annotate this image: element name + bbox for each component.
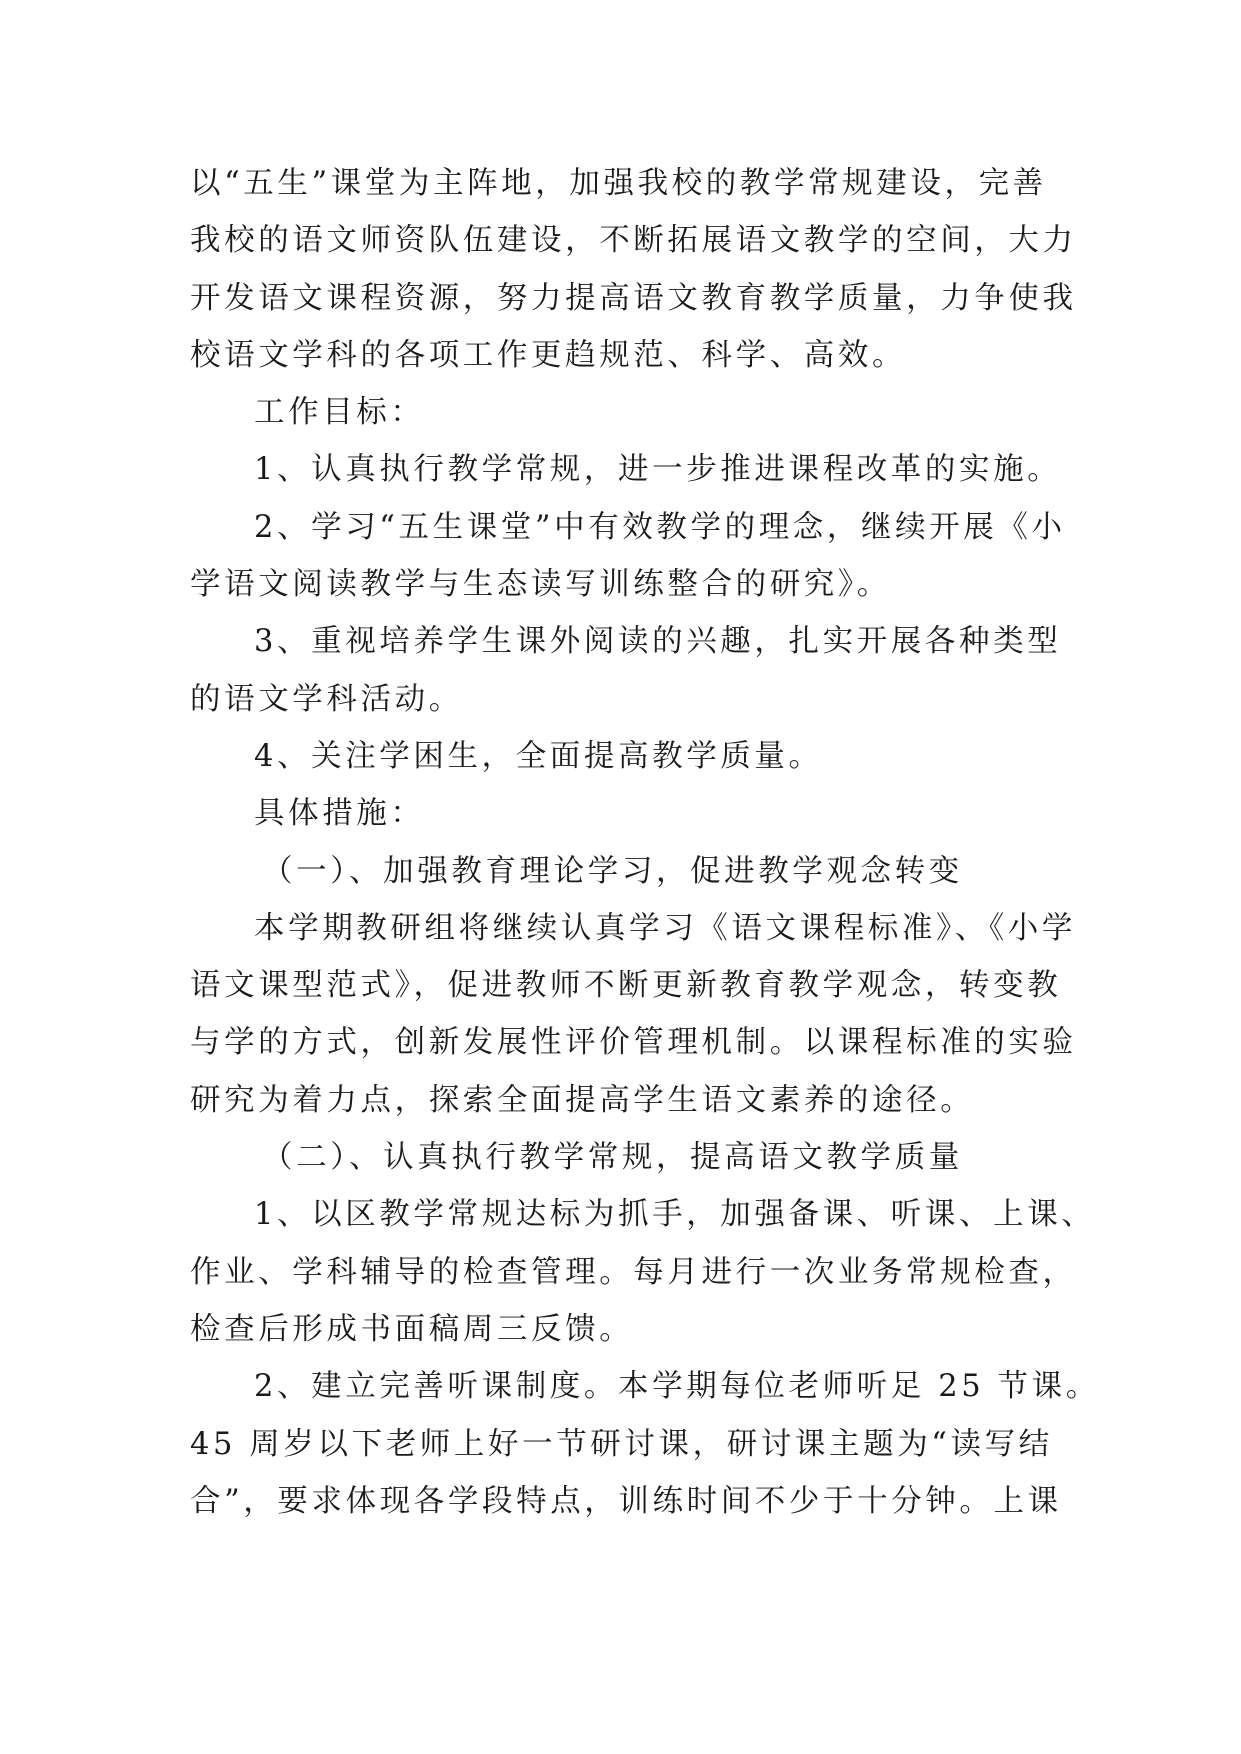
paragraph-line: 我校的语文师资队伍建设，不断拓展语文教学的空间，大力 (190, 223, 1077, 259)
goal-item-4: 4、关注学困生，全面提高教学质量。 (254, 738, 823, 774)
document-body (190, 155, 1100, 1530)
paragraph-line: 45 周岁以下老师上好一节研讨课，研讨课主题为“读写结 (190, 1426, 1053, 1462)
paragraph-line: 检查后形成书面稿周三反馈。 (190, 1311, 634, 1347)
paragraph-line: 合”，要求体现各学段特点，训练时间不少于十分钟。上课 (190, 1483, 1062, 1519)
goal-item-1: 1、认真执行教学常规，进一步推进课程改革的实施。 (254, 452, 1062, 488)
measure-item-1: 1、以区教学常规达标为抓手，加强备课、听课、上课、 (254, 1197, 1096, 1233)
paragraph-line: 语文课型范式》，促进教师不断更新教育教学观念，转变教 (190, 968, 1062, 1004)
measure-item-2: 2、建立完善听课制度。本学期每位老师听足 25 节课。 (254, 1369, 1100, 1405)
goal-item-3: 3、重视培养学生课外阅读的兴趣，扎实开展各种类型 (254, 624, 1062, 660)
section-heading-measures: 具体措施： (254, 796, 425, 832)
section-heading-goals: 工作目标： (254, 395, 425, 431)
paragraph-line: 以“五生”课堂为主阵地，加强我校的教学常规建设，完善 (190, 166, 1047, 201)
paragraph-line: 学语文阅读教学与生态读写训练整合的研究》。 (190, 567, 891, 603)
subsection-heading-1: （一）、加强教育理论学习，促进教学观念转变 (262, 853, 963, 889)
paragraph-line: 作业、学科辅导的检查管理。每月进行一次业务常规检查， (190, 1254, 1077, 1290)
paragraph-line: 研究为着力点，探索全面提高学生语文素养的途径。 (190, 1082, 975, 1118)
goal-item-2: 2、学习“五生课堂”中有效教学的理念，继续开展《小 (254, 509, 1066, 545)
paragraph-line: 的语文学科活动。 (190, 681, 463, 717)
paragraph-line: 本学期教研组将继续认真学习《语文课程标准》、《小学 (254, 910, 1076, 946)
paragraph-line: 与学的方式，创新发展性评价管理机制。以课程标准的实验 (190, 1025, 1077, 1061)
subsection-heading-2: （二）、认真执行教学常规，提高语文教学质量 (262, 1140, 963, 1176)
paragraph-line: 校语文学科的各项工作更趋规范、科学、高效。 (190, 337, 907, 373)
paragraph-line: 开发语文课程资源，努力提高语文教育教学质量，力争使我 (190, 280, 1077, 316)
